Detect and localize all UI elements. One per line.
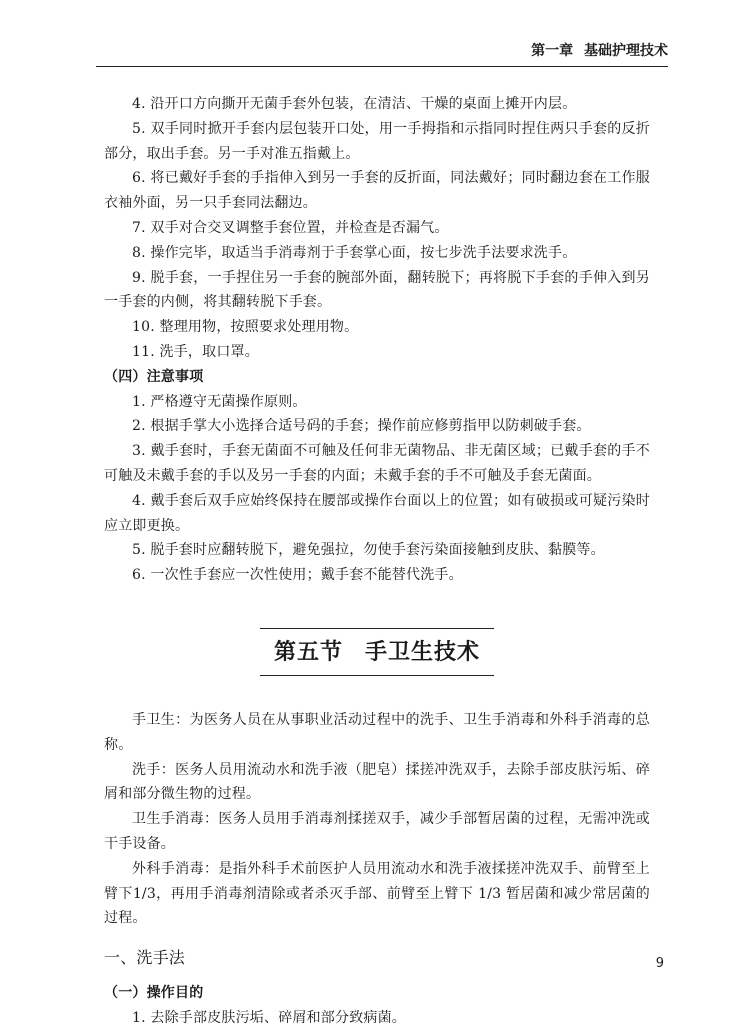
definition-item: 手卫生：为医务人员在从事职业活动过程中的洗手、卫生手消毒和外科手消毒的总称。 xyxy=(104,711,650,753)
page-content xyxy=(104,92,650,1031)
purpose-heading: （一）操作目的 xyxy=(104,985,204,1002)
section-title xyxy=(104,628,650,676)
page-number: 9 xyxy=(655,956,664,971)
section-name: 手卫生技术 xyxy=(365,638,481,665)
step-item: 4. 沿开口方向撕开无菌手套外包装，在清洁、干燥的桌面上摊开内层。 xyxy=(132,96,577,112)
step-item: 8. 操作完毕，取适当手消毒剂于手套掌心面，按七步洗手法要求洗手。 xyxy=(132,244,577,261)
definition-item: 洗手：医务人员用流动水和洗手液（肥皂）揉搓冲洗双手，去除手部皮肤污垢、碎屑和部分微生物的过程。 xyxy=(104,761,650,803)
chapter-number: 第一章 xyxy=(531,43,574,59)
note-item: 1. 严格遵守无菌操作原则。 xyxy=(132,393,307,410)
note-item: 4. 戴手套后双手应始终保持在腰部或操作台面以上的位置；如有破损或可疑污染时应立即更换。 xyxy=(104,492,650,534)
definition-item: 卫生手消毒：医务人员用手消毒剂揉搓双手，减少手部暂居菌的过程，无需冲洗或干手设备。 xyxy=(104,811,650,852)
step-item: 7. 双手对合交叉调整手套位置，并检查是否漏气。 xyxy=(132,219,449,236)
definition-item: 外科手消毒：是指外科手术前医护人员用流动水和洗手液揉搓冲洗双手、前臂至上臂下1/3，再用手消毒剂清除或者杀灭手部、前臂至上臂下 1/3 暂居菌和减少常居菌的过程。 xyxy=(104,860,650,927)
note-item: 5. 脱手套时应翻转脱下，避免强拉，勿使手套污染面接触到皮肤、黏膜等。 xyxy=(132,542,605,559)
page-header xyxy=(96,40,668,67)
notes-heading: （四）注意事项 xyxy=(104,368,204,385)
step-item: 9. 脱手套，一手捏住另一手套的腕部外面，翻转脱下；再将脱下手套的手伸入到另一手套的内侧，将其翻转脱下手套。 xyxy=(104,269,650,311)
step-item: 10. 整理用物，按照要求处理用物。 xyxy=(132,319,359,336)
handwashing-heading: 一、洗手法 xyxy=(104,948,186,968)
step-item: 11. 洗手，取口罩。 xyxy=(132,343,259,360)
purpose-item: 1. 去除手部皮肤污垢、碎屑和部分致病菌。 xyxy=(132,1009,407,1026)
section-number: 第五节 xyxy=(273,638,343,665)
step-item: 6. 将已戴好手套的手指伸入到另一手套的反折面，同法戴好；同时翻边套在工作服衣袖外面，另一只手套同法翻边。 xyxy=(104,170,650,212)
chapter-title: 基础护理技术 xyxy=(584,43,668,59)
note-item: 3. 戴手套时，手套无菌面不可触及任何非无菌物品、非无菌区域；已戴手套的手不可触及未戴手套的手以及另一手套的内面；未戴手套的手不可触及手套无菌面。 xyxy=(104,443,650,484)
note-item: 2. 根据手掌大小选择合适号码的手套；操作前应修剪指甲以防刺破手套。 xyxy=(132,418,591,435)
note-item: 6. 一次性手套应一次性使用；戴手套不能替代洗手。 xyxy=(132,567,463,584)
step-item: 5. 双手同时掀开手套内层包装开口处，用一手拇指和示指同时捏住两只手套的反折部分，取出手套。另一手对准五指戴上。 xyxy=(104,120,650,162)
